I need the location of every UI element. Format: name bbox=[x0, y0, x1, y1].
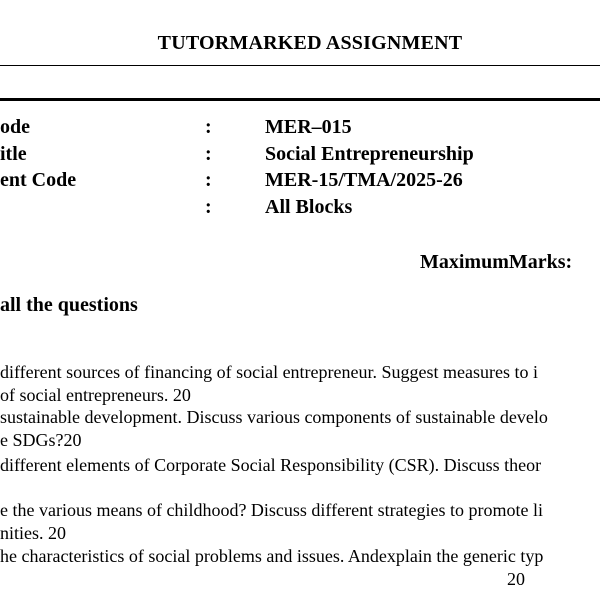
assignment-code-label: ent Code bbox=[0, 169, 77, 191]
course-title-colon: : bbox=[205, 143, 212, 165]
course-title-value: Social Entrepreneurship bbox=[265, 143, 474, 165]
top-divider bbox=[0, 65, 600, 66]
question-5-line-1: he characteristics of social problems and issues. Andexplain the generic typ bbox=[0, 546, 544, 566]
question-2-line-2: e SDGs?20 bbox=[0, 430, 82, 450]
course-title-label: itle bbox=[0, 143, 27, 165]
instruction-text: all the questions bbox=[0, 294, 138, 316]
coverage-value: All Blocks bbox=[265, 196, 353, 218]
question-4-line-1: e the various means of childhood? Discuss different strategies to promote li bbox=[0, 500, 544, 520]
coverage-colon: : bbox=[205, 196, 212, 218]
question-1-line-1: different sources of financing of social entrepreneur. Suggest measures to i bbox=[0, 362, 538, 382]
course-code-colon: : bbox=[205, 116, 212, 138]
question-1-line-2: of social entrepreneurs. 20 bbox=[0, 385, 191, 405]
document-title: TUTORMARKED ASSIGNMENT bbox=[157, 32, 463, 54]
header-divider bbox=[0, 98, 600, 101]
course-code-value: MER–015 bbox=[265, 116, 352, 138]
question-2-line-1: sustainable development. Discuss various components of sustainable develo bbox=[0, 407, 548, 427]
assignment-code-value: MER-15/TMA/2025-26 bbox=[265, 169, 463, 191]
maximum-marks-label: MaximumMarks: bbox=[420, 251, 573, 273]
question-5-marks: 20 bbox=[507, 569, 525, 589]
question-4-line-2: nities. 20 bbox=[0, 523, 66, 543]
question-3-line-1: different elements of Corporate Social Responsibility (CSR). Discuss theor bbox=[0, 455, 542, 475]
assignment-code-colon: : bbox=[205, 169, 212, 191]
course-code-label: ode bbox=[0, 116, 30, 138]
